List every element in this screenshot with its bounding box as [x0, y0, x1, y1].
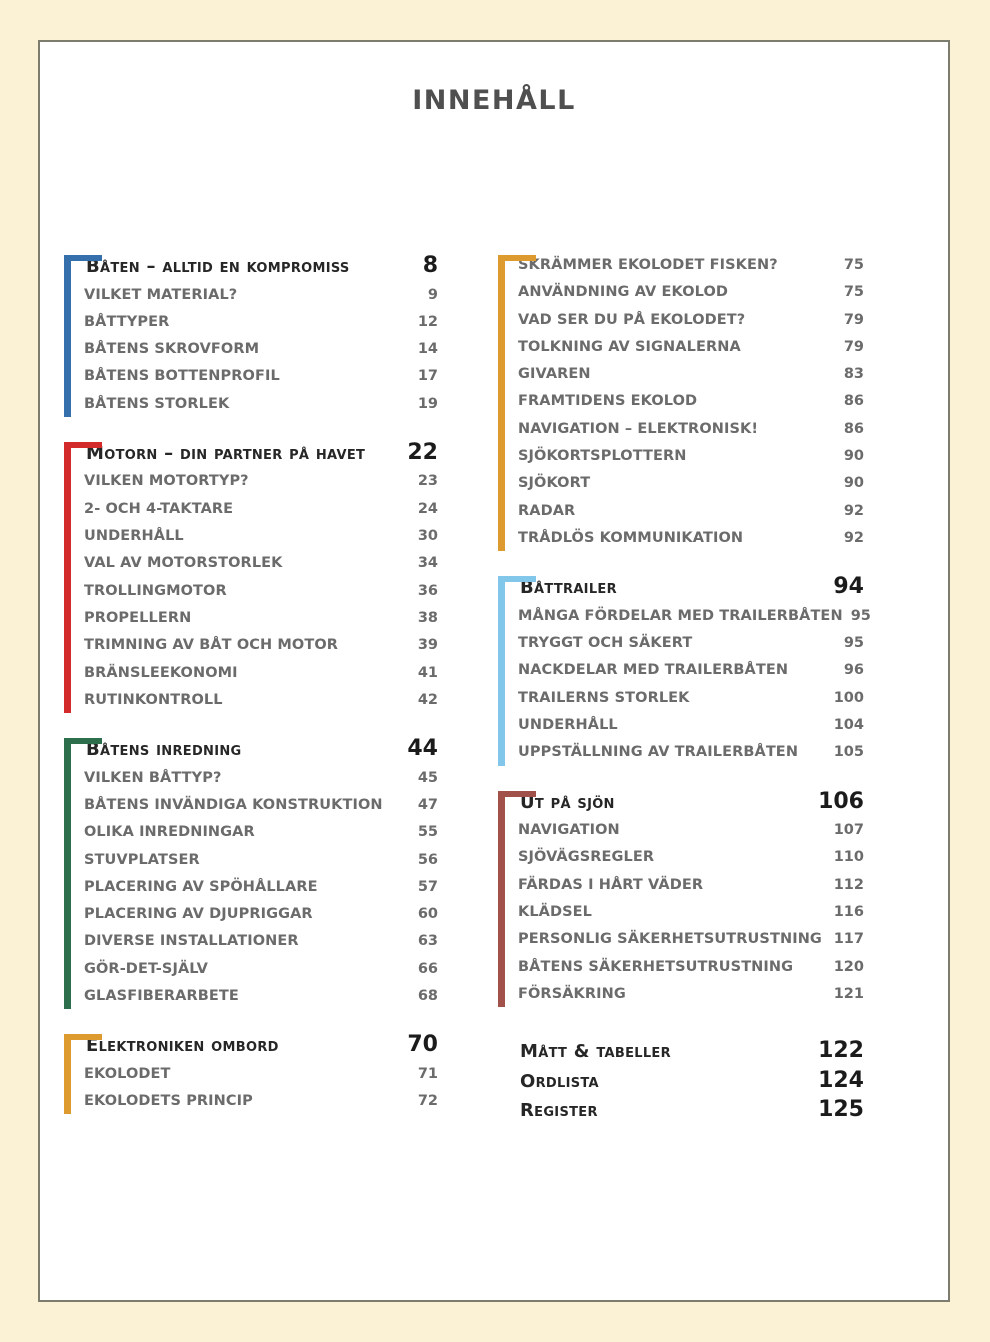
toc-entry-title: RADAR: [518, 502, 576, 519]
toc-entry-title: RUTINKONTROLL: [84, 691, 223, 708]
toc-entry-title: TOLKNING AV SIGNALERNA: [518, 338, 741, 355]
toc-heading-pagenum: 125: [818, 1097, 864, 1123]
toc-entry-pagenum: 30: [417, 528, 438, 545]
toc-entry-pagenum: 95: [843, 635, 864, 652]
toc-section-ut-pa-sjon: [498, 788, 864, 1009]
toc-entry-row: [84, 1088, 438, 1115]
toc-entry-title: VAD SER DU PÅ EKOLODET?: [518, 311, 746, 328]
toc-entry-pagenum: 75: [843, 257, 864, 273]
toc-entry-row: [518, 657, 864, 684]
toc-entry-pagenum: 90: [843, 448, 864, 465]
section-bracket: [64, 255, 102, 417]
toc-heading-row: [518, 573, 864, 603]
toc-entry-row: [518, 872, 864, 899]
section-bracket: [498, 255, 536, 551]
toc-entry-title: TRÅDLÖS KOMMUNIKATION: [518, 529, 744, 546]
toc-entry-pagenum: 72: [417, 1093, 438, 1110]
toc-section-appendix: [498, 1037, 864, 1126]
toc-heading-pagenum: 70: [407, 1032, 438, 1058]
table-of-contents: [40, 252, 948, 1147]
toc-entry-row: [518, 712, 864, 739]
toc-entry-row: [518, 844, 864, 871]
toc-entry-row: [84, 523, 438, 550]
toc-heading-title: Motorn – din partner på havet: [86, 442, 366, 464]
toc-entry-row: [518, 926, 864, 953]
toc-entry-pagenum: 79: [843, 338, 864, 355]
toc-entry-title: MÅNGA FÖRDELAR MED TRAILERBÅTEN: [518, 607, 843, 624]
toc-entry-title: ANVÄNDNING AV EKOLOD: [518, 284, 729, 301]
toc-heading-row: [518, 788, 864, 818]
toc-entry-row: [518, 981, 864, 1008]
page-title: INNEHÅLL: [412, 85, 576, 116]
toc-entry-pagenum: 96: [843, 662, 864, 679]
toc-entry-title: BÅTENS SKROVFORM: [84, 341, 260, 358]
toc-entry-title: BÅTENS SÄKERHETSUTRUSTNING: [518, 958, 794, 975]
toc-entry-title: VILKET MATERIAL?: [84, 286, 238, 303]
toc-entry-pagenum: 14: [417, 341, 438, 358]
toc-entry-title: OLIKA INREDNINGAR: [84, 824, 255, 841]
toc-entry-title: PLACERING AV DJUPRIGGAR: [84, 906, 313, 923]
toc-section-battrailer: [498, 573, 871, 766]
toc-entry-row: [84, 983, 438, 1010]
toc-section-elektroniken-forts: [498, 252, 864, 552]
toc-entry-title: BRÄNSLEEKONOMI: [84, 664, 238, 681]
toc-entry-title: FRAMTIDENS EKOLOD: [518, 393, 698, 410]
toc-heading-pagenum: 8: [422, 253, 438, 278]
book-page: [38, 40, 950, 1302]
toc-entry-pagenum: 71: [417, 1065, 438, 1082]
toc-entry-title: TRIMNING AV BÅT OCH MOTOR: [84, 637, 339, 654]
toc-entry-row: [518, 361, 864, 388]
toc-entry-row: [84, 928, 438, 955]
toc-entry-title: UNDERHÅLL: [84, 528, 184, 545]
toc-entry-pagenum: 117: [833, 931, 864, 948]
toc-heading-title: Ordlista: [520, 1070, 599, 1092]
toc-entry-row: [518, 630, 864, 657]
toc-column-right: [498, 252, 871, 1147]
toc-entry-title: VILKEN BÅTTYP?: [84, 769, 222, 786]
toc-entry-pagenum: 23: [417, 473, 438, 490]
toc-entry-title: VILKEN MOTORTYP?: [84, 473, 249, 490]
toc-entry-row: [518, 899, 864, 926]
toc-entry-row: [84, 1061, 438, 1088]
toc-entry-row: [84, 550, 438, 577]
toc-entry-pagenum: 34: [417, 555, 438, 572]
toc-entry-pagenum: 75: [843, 284, 864, 301]
toc-entry-row: [84, 792, 438, 819]
toc-entry-row: [84, 847, 438, 874]
toc-entry-title: SJÖKORTSPLOTTERN: [518, 448, 687, 465]
toc-entry-row: [518, 279, 864, 306]
toc-entry-row: [518, 307, 864, 334]
toc-entry-title: STUVPLATSER: [84, 851, 200, 868]
toc-entry-title: BÅTENS INVÄNDIGA KONSTRUKTION: [84, 796, 383, 813]
toc-section-baten: [64, 252, 438, 418]
toc-entry-pagenum: 56: [417, 851, 438, 868]
toc-heading-pagenum: 44: [407, 736, 438, 762]
toc-entry-row: [84, 901, 438, 928]
toc-entry-row: [84, 282, 438, 309]
toc-entry-pagenum: 95: [850, 607, 871, 624]
toc-entry-row: [84, 336, 438, 363]
toc-entry-title: SJÖKORT: [518, 475, 591, 492]
toc-entry-pagenum: 105: [833, 744, 864, 761]
toc-entry-title: SJÖVÄGSREGLER: [518, 849, 655, 866]
toc-entry-title: UPPSTÄLLNING AV TRAILERBÅTEN: [518, 744, 799, 761]
toc-entry-row: [84, 765, 438, 792]
toc-entry-pagenum: 104: [833, 716, 864, 733]
toc-heading-row: [518, 1037, 864, 1067]
toc-entry-pagenum: 112: [833, 876, 864, 893]
toc-heading-title: Mått & tabeller: [520, 1041, 671, 1063]
toc-heading-pagenum: 122: [818, 1038, 864, 1064]
toc-entry-row: [84, 578, 438, 605]
toc-entry-title: TRAILERNS STORLEK: [518, 689, 690, 706]
toc-entry-pagenum: 24: [417, 500, 438, 517]
toc-entry-pagenum: 9: [427, 286, 438, 303]
toc-entry-row: [84, 874, 438, 901]
toc-heading-title: Båttrailer: [520, 577, 617, 599]
toc-section-motorn: [64, 439, 438, 714]
toc-entry-pagenum: 86: [843, 393, 864, 410]
toc-entry-pagenum: 66: [417, 960, 438, 977]
toc-entry-row: [518, 416, 864, 443]
toc-entry-pagenum: 42: [417, 691, 438, 708]
toc-entry-pagenum: 120: [833, 958, 864, 975]
toc-entry-title: TRYGGT OCH SÄKERT: [518, 635, 693, 652]
toc-entry-pagenum: 17: [417, 368, 438, 385]
toc-entry-row: [84, 956, 438, 983]
toc-heading-row: [84, 252, 438, 282]
toc-heading-row: [84, 735, 438, 765]
toc-entry-row: [518, 525, 864, 552]
toc-heading-pagenum: 106: [818, 788, 864, 814]
toc-entry-pagenum: 41: [417, 664, 438, 681]
toc-entry-title: NACKDELAR MED TRAILERBÅTEN: [518, 662, 789, 679]
section-bracket: [64, 1034, 102, 1114]
toc-entry-title: TROLLINGMOTOR: [84, 582, 227, 599]
toc-entry-title: KLÄDSEL: [518, 903, 593, 920]
toc-entry-title: FÄRDAS I HÅRT VÄDER: [518, 876, 704, 893]
toc-entry-row: [84, 309, 438, 336]
toc-entry-title: PERSONLIG SÄKERHETSUTRUSTNING: [518, 931, 822, 948]
section-bracket: [64, 442, 102, 713]
toc-entry-title: BÅTENS STORLEK: [84, 395, 230, 412]
toc-entry-pagenum: 100: [833, 689, 864, 706]
toc-entry-row: [84, 391, 438, 418]
toc-heading-row: [518, 1067, 864, 1097]
toc-entry-title: EKOLODET: [84, 1065, 171, 1082]
toc-entry-pagenum: 121: [833, 985, 864, 1002]
toc-entry-title: SKRÄMMER EKOLODET FISKEN?: [518, 257, 778, 273]
toc-entry-pagenum: 79: [843, 311, 864, 328]
section-bracket: [64, 738, 102, 1009]
toc-entry-title: BÅTTYPER: [84, 313, 170, 330]
toc-entry-title: NAVIGATION: [518, 822, 620, 839]
toc-entry-row: [84, 819, 438, 846]
toc-entry-pagenum: 92: [843, 502, 864, 519]
toc-heading-title: Register: [520, 1100, 598, 1122]
toc-entry-pagenum: 116: [833, 903, 864, 920]
toc-entry-title: 2- OCH 4-TAKTARE: [84, 500, 234, 517]
toc-entry-row: [518, 252, 864, 279]
toc-heading-row: [84, 439, 438, 469]
toc-entry-title: GLASFIBERARBETE: [84, 988, 239, 1005]
toc-entry-pagenum: 19: [417, 395, 438, 412]
toc-entry-title: GÖR-DET-SJÄLV: [84, 960, 208, 977]
toc-heading-title: Båten – alltid en kompromiss: [86, 256, 350, 277]
toc-entry-row: [84, 468, 438, 495]
toc-entry-title: BÅTENS BOTTENPROFIL: [84, 368, 280, 385]
toc-entry-pagenum: 107: [833, 822, 864, 839]
toc-entry-row: [518, 685, 864, 712]
toc-entry-pagenum: 55: [417, 824, 438, 841]
toc-entry-title: DIVERSE INSTALLATIONER: [84, 933, 299, 950]
section-bracket: [498, 791, 536, 1008]
toc-entry-row: [84, 363, 438, 390]
toc-entry-row: [84, 632, 438, 659]
toc-entry-row: [84, 687, 438, 714]
toc-entry-row: [84, 496, 438, 523]
toc-entry-row: [84, 605, 438, 632]
toc-entry-pagenum: 12: [417, 313, 438, 330]
toc-entry-row: [518, 388, 864, 415]
toc-entry-title: PROPELLERN: [84, 609, 192, 626]
toc-entry-row: [84, 660, 438, 687]
toc-entry-pagenum: 92: [843, 529, 864, 546]
toc-entry-title: NAVIGATION – ELEKTRONISK!: [518, 420, 759, 437]
toc-entry-pagenum: 90: [843, 475, 864, 492]
toc-entry-pagenum: 36: [417, 582, 438, 599]
toc-heading-pagenum: 124: [818, 1067, 864, 1093]
toc-heading-title: Elektroniken ombord: [86, 1035, 279, 1057]
toc-entry-pagenum: 83: [843, 366, 864, 383]
toc-entry-pagenum: 60: [417, 906, 438, 923]
toc-heading-pagenum: 22: [407, 439, 438, 465]
toc-entry-row: [518, 498, 864, 525]
toc-section-batens-inredning: [64, 735, 438, 1010]
toc-entry-pagenum: 110: [833, 849, 864, 866]
toc-entry-title: UNDERHÅLL: [518, 716, 618, 733]
toc-entry-pagenum: 39: [417, 637, 438, 654]
toc-entry-pagenum: 45: [417, 769, 438, 786]
toc-entry-pagenum: 57: [417, 878, 438, 895]
toc-column-left: [64, 252, 438, 1147]
toc-entry-row: [518, 443, 864, 470]
toc-entry-row: [518, 334, 864, 361]
toc-entry-pagenum: 63: [417, 933, 438, 950]
toc-entry-title: PLACERING AV SPÖHÅLLARE: [84, 878, 318, 895]
toc-entry-pagenum: 38: [417, 609, 438, 626]
toc-entry-row: [518, 739, 864, 766]
toc-heading-title: Båtens inredning: [86, 739, 242, 761]
toc-entry-pagenum: 86: [843, 420, 864, 437]
toc-entry-title: GIVAREN: [518, 366, 591, 383]
toc-heading-title: Ut på sjön: [520, 791, 615, 813]
section-bracket: [498, 576, 536, 765]
toc-heading-pagenum: 94: [833, 574, 864, 600]
toc-entry-row: [518, 817, 864, 844]
toc-entry-title: FÖRSÄKRING: [518, 985, 626, 1002]
toc-entry-pagenum: 68: [417, 988, 438, 1005]
toc-entry-row: [518, 603, 871, 630]
toc-section-elektroniken: [64, 1031, 438, 1115]
toc-entry-title: EKOLODETS PRINCIP: [84, 1093, 253, 1110]
toc-entry-title: VAL AV MOTORSTORLEK: [84, 555, 283, 572]
toc-entry-pagenum: 47: [417, 796, 438, 813]
toc-entry-row: [518, 954, 864, 981]
toc-heading-row: [84, 1031, 438, 1061]
toc-heading-row: [518, 1096, 864, 1126]
toc-entry-row: [518, 470, 864, 497]
